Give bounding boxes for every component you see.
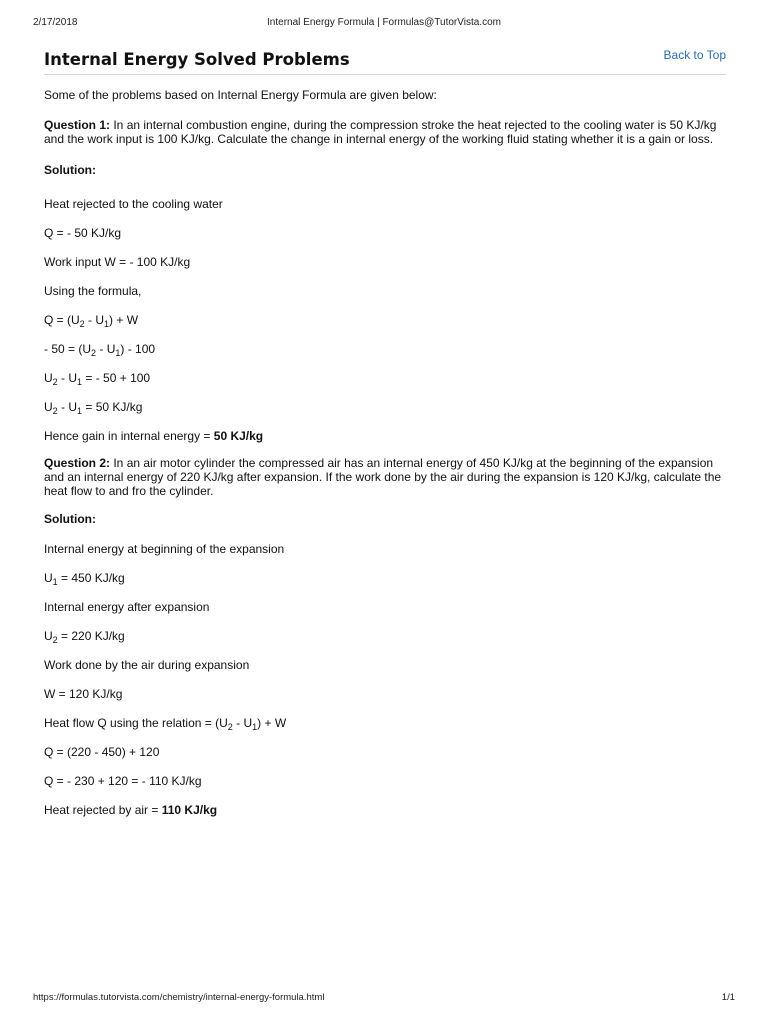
q1-rearranged: $U_2 - U_1$ = - 50 + 100 xyxy=(44,371,151,387)
question-1-label: Question 1: xyxy=(44,118,111,132)
q1-result: $U_2 - U_1 = 50$ KJ/kg xyxy=(44,400,143,416)
q1-conclusion: Hence gain in internal energy = 50 KJ/kg xyxy=(44,429,264,443)
q2-relation: Heat flow Q using the relation = $(U_2 - U_1) + W$ xyxy=(44,716,287,732)
q2-work-done-label: Work done by the air during expansion xyxy=(44,658,250,672)
q1-formula: $Q = (U_2 - U_1) + W$ xyxy=(44,313,139,329)
q1-substitution: - $50 = (U_2 - U_1) - 100$ xyxy=(44,342,156,358)
q1-heat-rejected-label: Heat rejected to the cooling water xyxy=(44,197,223,211)
q2-ie-after-label: Internal energy after expansion xyxy=(44,600,210,614)
q2-u1-value: $U_1 = 450$ KJ/kg xyxy=(44,571,125,587)
q1-using-formula: Using the formula, xyxy=(44,284,142,298)
back-to-top-link[interactable]: Back to Top xyxy=(663,48,726,62)
question-1-text: In an internal combustion engine, during the compression stroke the heat rejected to the cooling water is 50 KJ/kg and the work input is 100 KJ/kg. Calculate the change in internal energy of the working fluid stating whether it is a gain or loss. xyxy=(44,118,717,146)
article-content xyxy=(44,46,726,817)
question-2-text: In an air motor cylinder the compressed air has an internal energy of 450 KJ/kg at the beginning of the expansion and an internal energy of 220 KJ/kg after expansion. If the work done by the air during the expansion is 120 KJ/kg, calculate the heat flow to and fro the cylinder. xyxy=(44,456,722,498)
question-2 xyxy=(44,456,726,498)
q2-conclusion: Heat rejected by air = 110 KJ/kg xyxy=(44,803,218,817)
q2-calc-1: Q = (220 - 450) + 120 xyxy=(44,745,160,759)
question-1 xyxy=(44,118,726,146)
q1-work-input: Work input W = - 100 KJ/kg xyxy=(44,255,191,269)
q1-conclusion-value: 50 KJ/kg xyxy=(213,429,264,443)
q2-w-value: W = 120 KJ/kg xyxy=(44,687,123,701)
print-header xyxy=(33,17,735,31)
q2-calc-2: Q = - 230 + 120 = - 110 KJ/kg xyxy=(44,774,202,788)
q2-u2-value: $U_2 = 220$ KJ/kg xyxy=(44,629,125,645)
print-date: 2/17/2018 xyxy=(33,17,78,28)
section-title: Internal Energy Solved Problems xyxy=(44,50,350,69)
print-footer xyxy=(33,992,735,1006)
intro-text: Some of the problems based on Internal Energy Formula are given below: xyxy=(44,88,437,102)
q2-conclusion-value: 110 KJ/kg xyxy=(161,803,218,817)
q2-ie-beginning-label: Internal energy at beginning of the expansion xyxy=(44,542,285,556)
print-page-number: 1/1 xyxy=(721,992,735,1003)
section-header xyxy=(44,46,726,75)
solution-2-label: Solution: xyxy=(44,512,96,526)
solution-1-label: Solution: xyxy=(44,163,96,177)
print-page-title: Internal Energy Formula | Formulas@TutorVista.com xyxy=(267,17,501,28)
print-url: https://formulas.tutorvista.com/chemistry/internal-energy-formula.html xyxy=(33,992,325,1003)
q1-q-value: Q = - 50 KJ/kg xyxy=(44,226,122,240)
question-2-label: Question 2: xyxy=(44,456,111,470)
